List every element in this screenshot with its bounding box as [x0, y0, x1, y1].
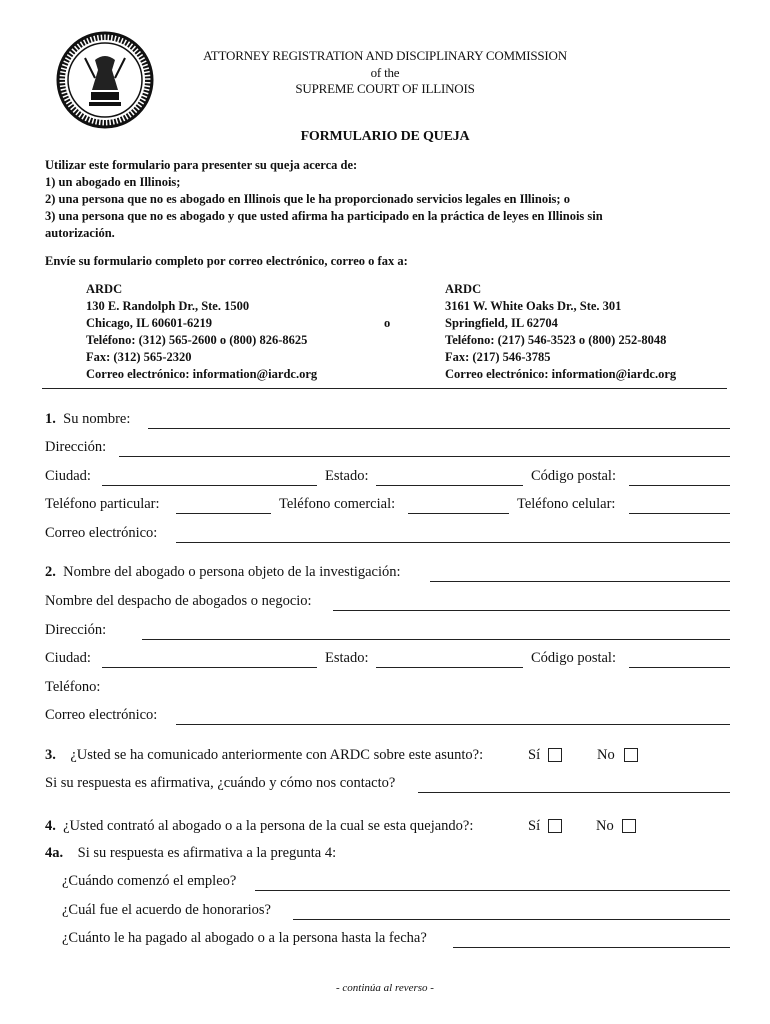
employment-start-field[interactable] — [255, 890, 730, 891]
address-line: Springfield, IL 62704 — [445, 316, 558, 330]
employment-start-label: ¿Cuándo comenzó el empleo? — [62, 873, 237, 889]
cell-phone-label: Teléfono celular: — [517, 496, 616, 512]
address-line: Teléfono: (217) 546-3523 o (800) 252-8048 — [445, 333, 667, 347]
address-line: Teléfono: (312) 565-2600 o (800) 826-8625 — [86, 333, 308, 347]
section4a-text: Si su respuesta es afirmativa a la pregunta 4: — [77, 845, 337, 861]
address-line: 3161 W. White Oaks Dr., Ste. 301 — [445, 299, 622, 313]
section4-label — [45, 818, 473, 835]
address-line: Fax: (217) 546-3785 — [445, 350, 551, 364]
city-label: Ciudad: — [45, 468, 91, 484]
section4a-number: 4a. — [45, 845, 64, 861]
instruction-line: 1) un abogado en Illinois; — [45, 175, 181, 189]
hired-question: ¿Usted contrató al abogado o a la persona de la cual se esta quejando?: — [63, 818, 474, 834]
your-email-field[interactable] — [176, 542, 730, 543]
amount-paid-label: ¿Cuánto le ha pagado al abogado o a la persona hasta la fecha? — [62, 930, 427, 946]
commission-name: ATTORNEY REGISTRATION AND DISCIPLINARY COMMISSION — [203, 48, 567, 63]
header-of: of the — [370, 65, 400, 80]
your-state-field[interactable] — [376, 485, 523, 486]
your-name-field[interactable] — [148, 428, 730, 429]
section2-label — [45, 564, 401, 581]
address-or: o — [384, 316, 391, 330]
hired-no-checkbox[interactable] — [622, 819, 636, 833]
fee-agreement-field[interactable] — [293, 919, 730, 920]
attorney-address-label: Dirección: — [45, 622, 107, 638]
section1-label — [45, 411, 130, 428]
hired-yes-checkbox[interactable] — [548, 819, 562, 833]
address-line: ARDC — [86, 282, 123, 296]
prior-contact-details-field[interactable] — [418, 792, 730, 793]
prior-contact-followup-label: Si su respuesta es afirmativa, ¿cuándo y cómo nos contacto? — [45, 775, 396, 791]
state-label: Estado: — [325, 468, 369, 484]
address-chicago — [86, 281, 317, 383]
attorney-state-label: Estado: — [325, 650, 369, 666]
attorney-address-field[interactable] — [142, 639, 730, 640]
section4a-label — [45, 845, 336, 862]
fee-agreement-label: ¿Cuál fue el acuerdo de honorarios? — [62, 902, 271, 918]
prior-contact-question: ¿Usted se ha comunicado anteriormente con ARDC sobre este asunto?: — [70, 747, 484, 763]
continued-on-back-note: - continúa al reverso - — [336, 982, 434, 994]
attorney-state-field[interactable] — [376, 667, 523, 668]
section3-number: 3. — [45, 747, 56, 763]
send-to-text: Envíe su formulario completo por correo electrónico, correo o fax a: — [45, 254, 408, 268]
attorney-email-field[interactable] — [176, 724, 730, 725]
cell-phone-field[interactable] — [629, 513, 730, 514]
attorney-city-label: Ciudad: — [45, 650, 91, 666]
instruction-line: Utilizar este formulario para presenter su queja acerca de: — [45, 158, 358, 172]
work-phone-field[interactable] — [408, 513, 509, 514]
court-seal — [55, 30, 155, 130]
prior-contact-yes-checkbox[interactable] — [548, 748, 562, 762]
your-city-field[interactable] — [102, 485, 317, 486]
your-zip-field[interactable] — [629, 485, 730, 486]
attorney-email-label: Correo electrónico: — [45, 707, 158, 723]
hired-no-label: No — [596, 818, 614, 834]
home-phone-field[interactable] — [176, 513, 271, 514]
section1-number: 1. — [45, 411, 56, 427]
your-address-field[interactable] — [119, 456, 730, 457]
section4-number: 4. — [45, 818, 56, 834]
address-line: ARDC — [445, 282, 482, 296]
instruction-line: 2) una persona que no es abogado en Illinois que le ha proporcionado servicios legales en Illinois; o — [45, 192, 570, 206]
zip-label: Código postal: — [531, 468, 616, 484]
address-line: Chicago, IL 60601-6219 — [86, 316, 213, 330]
attorney-zip-field[interactable] — [629, 667, 730, 668]
address-line: Fax: (312) 565-2320 — [86, 350, 192, 364]
prior-contact-no-checkbox[interactable] — [624, 748, 638, 762]
instruction-line: autorización. — [45, 226, 115, 240]
court-name: SUPREME COURT OF ILLINOIS — [295, 81, 475, 96]
form-title: FORMULARIO DE QUEJA — [300, 129, 470, 144]
firm-field[interactable] — [333, 610, 730, 611]
attorney-phone-label: Teléfono: — [45, 679, 101, 695]
header-divider — [42, 388, 727, 389]
section3-label — [45, 747, 483, 764]
firm-label: Nombre del despacho de abogados o negocio: — [45, 593, 312, 609]
your-name-label: Su nombre: — [63, 411, 131, 427]
attorney-name-field[interactable] — [430, 581, 730, 582]
attorney-zip-label: Código postal: — [531, 650, 616, 666]
email-label: Correo electrónico: — [45, 525, 158, 541]
hired-yes-label: Sí — [528, 818, 541, 834]
prior-contact-no-label: No — [597, 747, 615, 763]
amount-paid-field[interactable] — [453, 947, 730, 948]
attorney-name-label: Nombre del abogado o persona objeto de la investigación: — [63, 564, 401, 580]
address-springfield — [445, 281, 676, 383]
instructions — [45, 157, 725, 242]
address-email: Correo electrónico: information@iardc.org — [445, 367, 677, 381]
home-phone-label: Teléfono particular: — [45, 496, 160, 512]
attorney-city-field[interactable] — [102, 667, 317, 668]
address-label: Dirección: — [45, 439, 107, 455]
work-phone-label: Teléfono comercial: — [279, 496, 396, 512]
address-email: Correo electrónico: information@iardc.org — [86, 367, 318, 381]
section2-number: 2. — [45, 564, 56, 580]
address-line: 130 E. Randolph Dr., Ste. 1500 — [86, 299, 250, 313]
instruction-line: 3) una persona que no es abogado y que usted afirma ha participado en la práctica de leyes en Illinois sin — [45, 209, 603, 223]
prior-contact-yes-label: Sí — [528, 747, 541, 763]
